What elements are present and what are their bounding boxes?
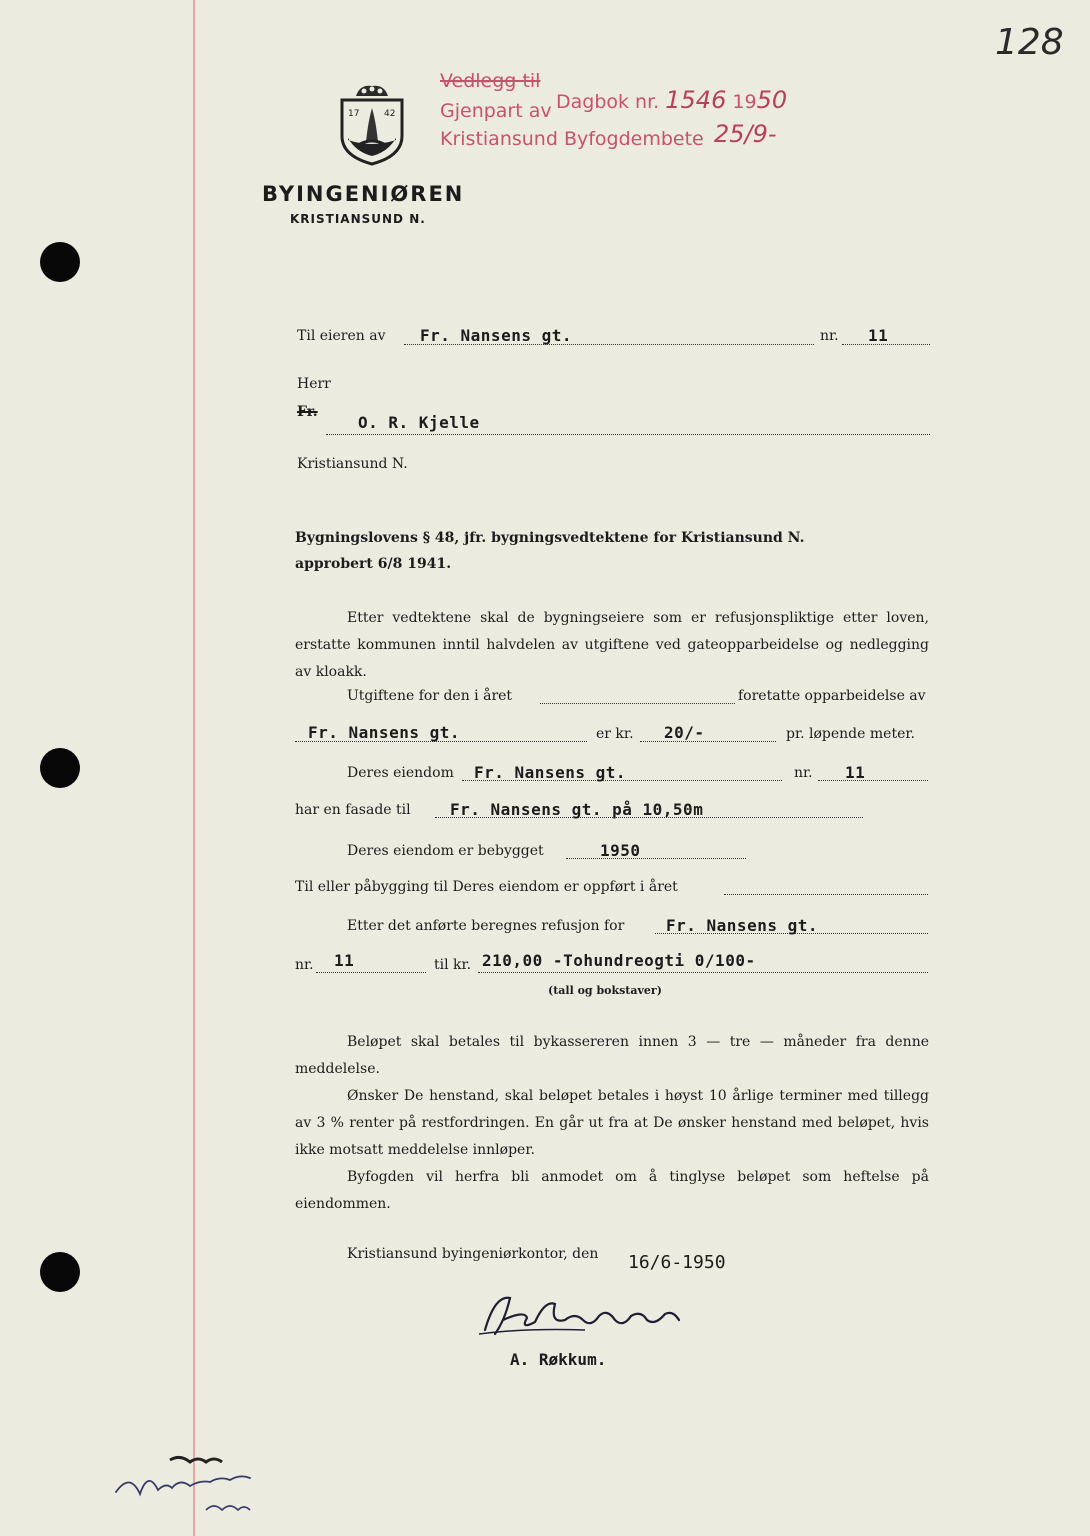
bebygget-value: 1950: [600, 841, 641, 860]
kr-fill-line: [640, 741, 776, 742]
stamp-dagbok-label: Dagbok nr.: [556, 91, 660, 113]
refusjon-amount: 210,00 -Tohundreogti 0/100-: [482, 951, 756, 970]
stamp-dagbok: [556, 86, 787, 114]
amount-hint: (tall og bokstaver): [548, 984, 662, 997]
bebygget-fill-line: [566, 858, 746, 859]
refusjon-nr: 11: [334, 951, 355, 970]
paabygging-label: Til eller påbygging til Deres eiendom er oppført i året: [295, 879, 678, 895]
stamp-line-office: Kristiansund Byfogdembete: [440, 128, 704, 150]
stamp-line-gjenpart: Gjenpart av: [440, 100, 552, 122]
punch-hole: [40, 748, 80, 788]
org-name: BYINGENIØREN: [262, 182, 465, 206]
payment-paragraph: Beløpet skal betales til bykassereren innen 3 — tre — måneder fra denne meddelelse.: [295, 1034, 929, 1077]
refusjon-street: Fr. Nansens gt.: [666, 916, 818, 935]
crest-year-left: 17: [348, 109, 360, 119]
eiendom-nr-fill: [818, 780, 928, 781]
margin-line: [193, 0, 195, 1536]
address-nr: 11: [868, 326, 889, 345]
refusjon-label: Etter det anførte beregnes refusjon for: [347, 918, 625, 934]
page-number: 128: [995, 22, 1064, 63]
fasade-label: har en fasade til: [295, 802, 411, 818]
til-eieren-label: Til eieren av: [297, 328, 386, 344]
herr-label: Herr: [297, 376, 331, 392]
crest-year-right: 42: [384, 109, 396, 119]
fasade-value: Fr. Nansens gt. på 10,50m: [450, 800, 704, 819]
henstand-paragraph: Ønsker De henstand, skal beløpet betales i høyst 10 årlige terminer med tillegg av 3 % renter på restfordringen. En går ut fra at De ønsker henstand med beløpet, hvis ikke motsatt meddelelse innløper.: [295, 1088, 929, 1158]
til-kr-label: til kr.: [434, 957, 472, 973]
address-nr-label: nr.: [820, 328, 839, 344]
paabygging-fill-line: [724, 894, 928, 895]
punch-hole: [40, 242, 80, 282]
eiendom-nr-label: nr.: [794, 765, 813, 781]
stamp-year-prefix: 19: [732, 91, 757, 113]
stamp-year: 50: [756, 86, 788, 114]
street2: Fr. Nansens gt.: [308, 723, 460, 742]
refusjon-nr-fill: [316, 972, 426, 973]
address-city: Kristiansund N.: [297, 456, 408, 472]
stamp-date-handwritten: 25/9-: [714, 120, 777, 148]
law-heading-line2: approbert 6/8 1941.: [295, 556, 452, 572]
closing-date: 16/6-1950: [628, 1252, 726, 1273]
law-heading-line1: Bygningslovens § 48, jfr. bygningsvedtektene for Kristiansund N.: [295, 530, 805, 546]
eiendom-nr: 11: [845, 763, 866, 782]
name-fill-line: [326, 434, 930, 435]
kr-per-meter: 20/-: [664, 723, 705, 742]
address-street: Fr. Nansens gt.: [420, 326, 572, 345]
signer-name: A. Røkkum.: [510, 1350, 607, 1369]
intro-paragraph: Etter vedtektene skal de bygningseiere som er refusjonspliktige etter loven, erstatte kommunen inntil halvdelen av utgiftene ved gateopparbeidelse og nedlegging av kloakk.: [295, 610, 929, 680]
handwritten-signature: [465, 1290, 695, 1340]
foretatte-label: foretatte opparbeidelse av: [738, 688, 926, 704]
punch-hole: [40, 1252, 80, 1292]
utgiftene-year-fill: [540, 703, 735, 704]
handwritten-margin-note: [110, 1452, 260, 1522]
eiendom-street: Fr. Nansens gt.: [474, 763, 626, 782]
eiendom-label: Deres eiendom: [347, 765, 454, 781]
stamp-line-vedlegg: Vedlegg til: [440, 70, 541, 92]
stamp-dagbok-number: 1546: [665, 86, 727, 114]
per-meter-label: pr. løpende meter.: [786, 726, 915, 742]
addressee-name: O. R. Kjelle: [358, 413, 480, 432]
amount-fill-line: [478, 972, 928, 973]
fru-label-struck: Fr.: [297, 404, 318, 420]
tinglyse-paragraph: Byfogden vil herfra bli anmodet om å tinglyse beløpet som heftelse på eiendommen.: [295, 1169, 929, 1212]
utgiftene-label: Utgiftene for den i året: [347, 688, 513, 704]
stamp-date: [714, 120, 777, 148]
refusjon-nr-label: nr.: [295, 957, 314, 973]
closing-place-label: Kristiansund byingeniørkontor, den: [347, 1246, 599, 1262]
bebygget-label: Deres eiendom er bebygget: [347, 843, 544, 859]
org-city: KRISTIANSUND N.: [290, 212, 426, 226]
er-kr-label: er kr.: [596, 726, 634, 742]
crest-icon: [338, 82, 406, 166]
